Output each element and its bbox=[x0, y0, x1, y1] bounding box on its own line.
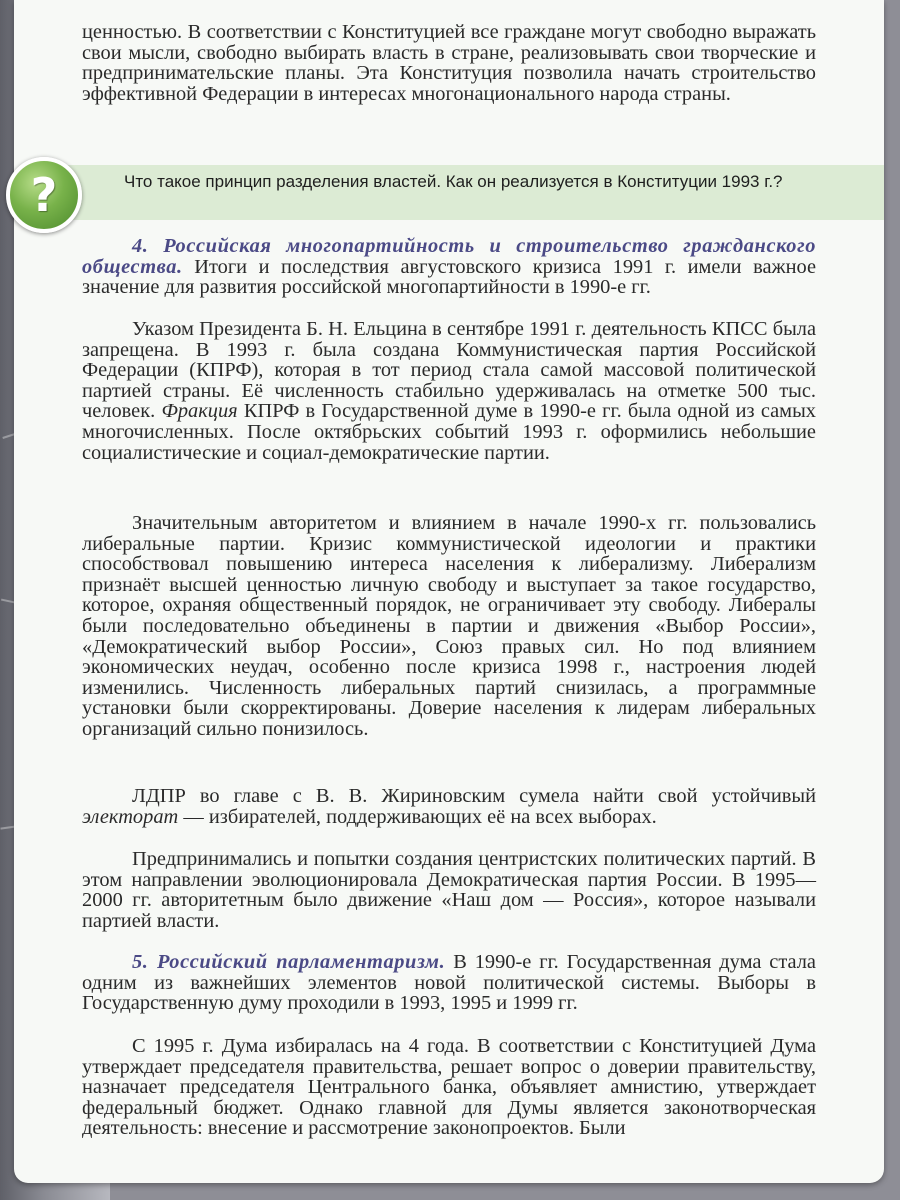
section4-paragraph-1 bbox=[82, 236, 816, 298]
section5-paragraph-2 bbox=[82, 1036, 816, 1139]
section4-p2-text-b: КПРФ в Государственной думе в 1990-е гг. была одной из самых многочисленных. После октябрьских событий 1993 г. оформились небольшие социалистические и социал-демократические партии. bbox=[82, 400, 816, 464]
section5-p2-text: С 1995 г. Дума избиралась на 4 года. В соответствии с Конституцией Дума утверждает председателя правительства, решает вопрос о доверии правительству, назначает председателя Центрального банка, объявляет амнистию, утверждает федеральный бюджет. Однако главной для Думы является законотворческая деятельность: внесение и рассмотрение законопроектов. Были bbox=[82, 1035, 816, 1140]
section4-p1-text: Итоги и последствия августовского кризиса 1991 г. имели важное значение для развития российской многопартийности в 1990-е гг. bbox=[82, 255, 816, 299]
section4-p5-text: Предпринимались и попытки создания центристских политических партий. В этом направлении эволюционировала Демократическая партия России. В 1995—2000 гг. авторитетным было движение «Наш дом — Россия», которое называли партией власти. bbox=[82, 848, 816, 932]
section4-p4-text-a: ЛДПР во главе с В. В. Жириновским сумела найти свой устойчивый bbox=[132, 785, 816, 807]
section4-p4-text-b: — избирателей, поддерживающих её на всех выборах. bbox=[183, 805, 657, 828]
section5-p1-text: В 1990-е гг. Государственная дума стала одним из важнейших элементов новой политической системы. Выборы в Государственную думу проходили в 1993, 1995 и 1999 гг. bbox=[82, 951, 816, 1015]
section5-heading: 5. Российский парламентаризм. bbox=[132, 951, 446, 973]
question-text: Что такое принцип разделения властей. Как он реализуется в Конституции 1993 г.? bbox=[124, 172, 783, 191]
section4-paragraph-4 bbox=[82, 786, 816, 827]
question-mark-icon bbox=[6, 157, 82, 233]
section4-heading: 4. Российская многопартийность и строительство гражданского общества. bbox=[82, 235, 816, 278]
term-fraction: Фракция bbox=[161, 400, 238, 423]
question-mark-glyph: ? bbox=[30, 168, 58, 222]
section4-paragraph-2 bbox=[82, 319, 816, 463]
section4-p3-text: Значительным авторитетом и влиянием в начале 1990-х гг. пользовались либеральные партии. Кризис коммунистической идеологии и практики способствовал повышению интереса населения к либерализму. Либерализм признаёт высшей ценностью личную свободу и выступает за такое государство, которое, охраняя общественный порядок, не ограничивает эту свободу. Либералы были последовательно объединены в партии и движения «Выбор России», «Демократический выбор России», Союз правых сил. Но под влиянием экономических неудач, особенно после кризиса 1998 г., настроения людей изменились. Численность либеральных партий снизилась, а программные установки были скорректированы. Доверие населения к лидерам либеральных организаций сильно понизилось. bbox=[82, 512, 816, 740]
top-paragraph: ценностью. В соответствии с Конституцией все граждане могут свободно выражать свои мысли, свободно выбирать власть в стране, реализовывать свои творческие и предпринимательские планы. Эта Конституция позволила начать строительство эффективной Федерации в интересах многонационального народа страны. bbox=[82, 21, 816, 105]
section4-paragraph-3 bbox=[82, 513, 816, 740]
term-electorate: электорат bbox=[82, 805, 179, 828]
section5-paragraph-1 bbox=[82, 952, 816, 1014]
section4-paragraph-5 bbox=[82, 849, 816, 931]
section4-p2-text-a: Указом Президента Б. Н. Ельцина в сентябре 1991 г. деятельность КПСС была запрещена. В 1993 г. была создана Коммунистическая партия Российской Федерации (КПРФ), которая в тот период стала самой массовой политической партией страны. Её численность стабильно удерживалась на отметке 500 тыс. человек. bbox=[82, 318, 816, 423]
